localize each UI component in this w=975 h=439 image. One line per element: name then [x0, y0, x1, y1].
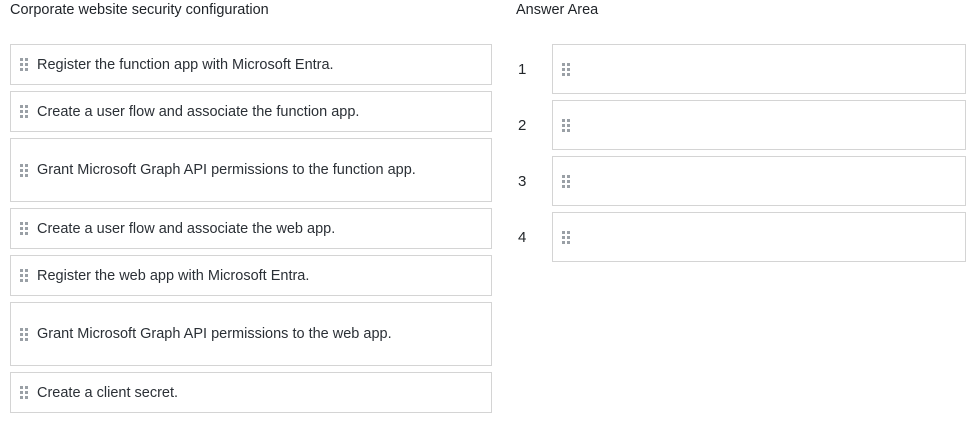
answer-area	[516, 44, 966, 268]
answer-row-3	[516, 156, 966, 206]
drag-handle-icon[interactable]	[11, 58, 37, 71]
drag-handle-icon[interactable]	[553, 63, 579, 76]
drag-item-label: Grant Microsoft Graph API permissions to the web app.	[37, 326, 392, 342]
drag-item-label: Register the function app with Microsoft Entra.	[37, 56, 334, 73]
answer-row-4	[516, 212, 966, 262]
drag-handle-icon[interactable]	[11, 105, 37, 118]
drag-handle-icon[interactable]	[11, 269, 37, 282]
drag-item-label: Create a client secret.	[37, 384, 179, 401]
drag-item-4[interactable]	[10, 208, 492, 249]
drag-item-7[interactable]	[10, 372, 492, 413]
answer-drop-slot-1[interactable]	[552, 44, 966, 94]
answer-row-number: 3	[518, 172, 527, 190]
answer-drop-slot-4[interactable]	[552, 212, 966, 262]
drag-handle-icon[interactable]	[553, 231, 579, 244]
drag-item-1[interactable]	[10, 44, 492, 85]
drag-item-6[interactable]	[10, 302, 492, 366]
answer-row-number: 1	[518, 60, 527, 78]
drag-item-label: Create a user flow and associate the web app.	[37, 220, 336, 237]
answer-row-number: 4	[518, 228, 527, 246]
source-list-heading: Corporate website security configuration	[10, 2, 269, 18]
drag-handle-icon[interactable]	[11, 386, 37, 399]
drag-item-label: Grant Microsoft Graph API permissions to the function app.	[37, 162, 416, 178]
drag-item-label: Create a user flow and associate the function app.	[37, 103, 360, 120]
drag-handle-icon[interactable]	[11, 222, 37, 235]
drag-item-label: Register the web app with Microsoft Entra.	[37, 267, 310, 284]
answer-row-1	[516, 44, 966, 94]
answer-row-2	[516, 100, 966, 150]
answer-row-number: 2	[518, 116, 527, 134]
answer-drop-slot-3[interactable]	[552, 156, 966, 206]
source-list	[10, 44, 492, 419]
drag-item-2[interactable]	[10, 91, 492, 132]
drag-handle-icon[interactable]	[11, 164, 37, 177]
answer-drop-slot-2[interactable]	[552, 100, 966, 150]
drag-item-3[interactable]	[10, 138, 492, 202]
drag-handle-icon[interactable]	[553, 175, 579, 188]
drag-handle-icon[interactable]	[11, 328, 37, 341]
drag-handle-icon[interactable]	[553, 119, 579, 132]
answer-area-heading: Answer Area	[516, 2, 599, 18]
drag-item-5[interactable]	[10, 255, 492, 296]
